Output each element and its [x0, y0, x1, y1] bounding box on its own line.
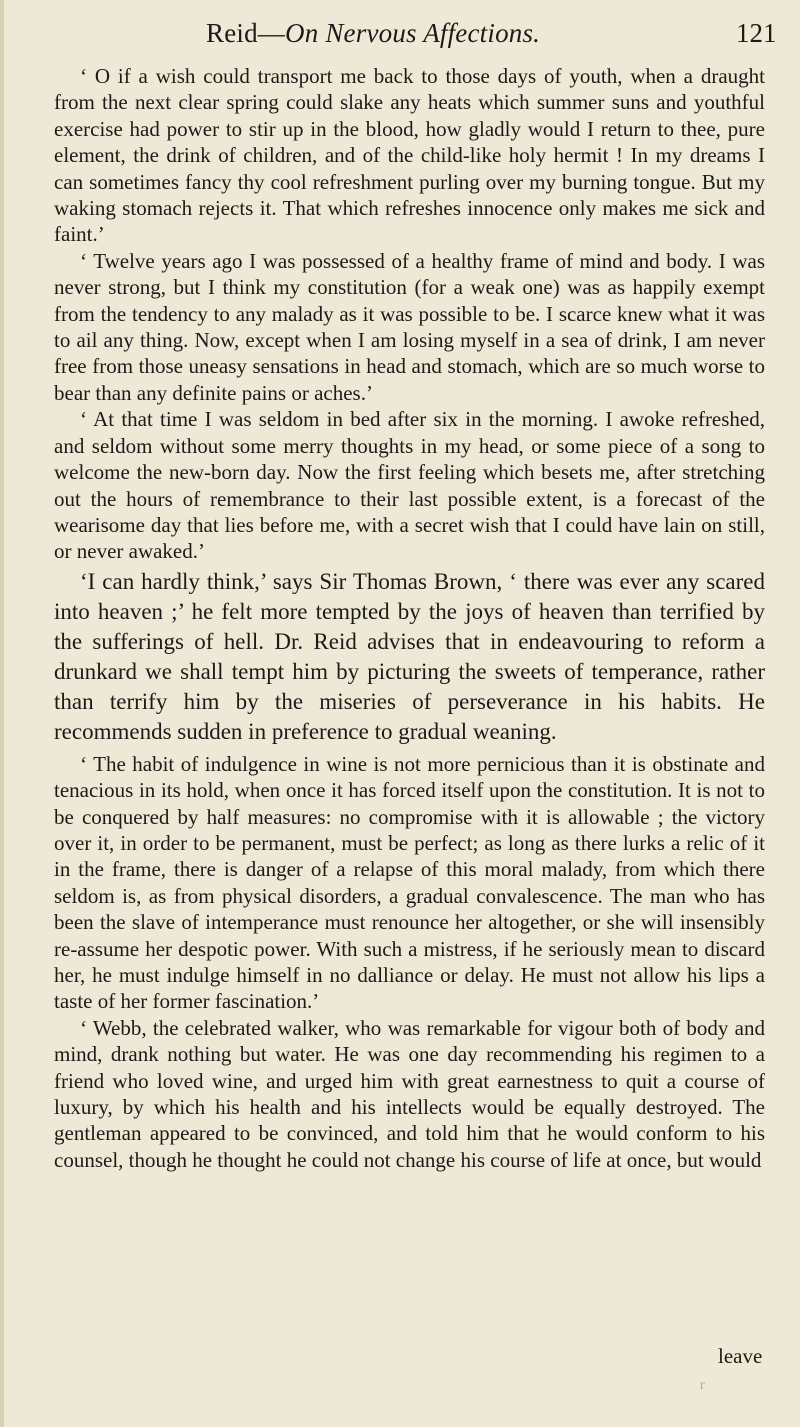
- catchword: leave: [718, 1344, 763, 1368]
- paragraph-habit-indulgence: ‘ The habit of indulgence in wine is not more pernicious than it is obstinate and tenacious in its hold, when once it has forced itself upon the constitution. It is not to be conquered by half measures: no compromise with it is allowable ; the victory over it, in order to be permanent, must be perfect; as long as there lurks a relic of it in the frame, there is danger of a relapse of this moral malady, from which there seldom is, as from physical disorders, a gradual convalescence. The man who has been the slave of intemperance must renounce her altogether, or she will insensibly re-assume her despotic power. With such a mistress, if he seriously mean to discard her, he must indulge himself in no dalliance or delay. He must not allow his lips a taste of her former fascination.’: [54, 751, 765, 1014]
- paragraph-twelve-years: ‘ Twelve years ago I was possessed of a healthy frame of mind and body. I was never strong, but I think my constitution (for a weak one) was as happily exempt from the tendency to any malady as it was possible to be. I scarce knew what it was to ail any thing. Now, except when I am losing myself in a sea of drink, I am never free from those uneasy sensations in head and stomach, which are so much worse to bear than any definite pains or aches.’: [54, 248, 765, 405]
- body-text: [54, 63, 765, 1173]
- stray-ink-mark: r: [700, 1378, 705, 1393]
- paragraph-at-that-time: ‘ At that time I was seldom in bed after six in the morning. I awoke refreshed, and seldom without some merry thoughts in my head, or some piece of a song to welcome the new-born day. Now the first feeling which besets me, after stretching out the hours of remembrance to their last possible extent, is a forecast of the wearisome day that lies before me, with a secret wish that I could have lain on still, or never awaked.’: [54, 407, 765, 564]
- running-head: [206, 18, 540, 49]
- page-number: 121: [736, 18, 777, 48]
- running-header: [0, 14, 800, 54]
- paragraph-webb-walker: ‘ Webb, the celebrated walker, who was remarkable for vigour both of body and mind, drank nothing but water. He was one day recommending his regimen to a friend who loved wine, and urged him with great earnestness to quit a course of luxury, by which his health and his intellects would be equally destroyed. The gentleman appeared to be convinced, and told him that he would conform to his counsel, though he thought he could not change his course of life at once, but would: [54, 1015, 765, 1172]
- paragraph-thomas-brown: ‘I can hardly think,’ says Sir Thomas Brown, ‘ there was ever any scared into heaven ;’ he felt more tempted by the joys of heaven than terrified by the sufferings of hell. Dr. Reid advises that in endeavouring to reform a drunkard we shall tempt him by picturing the sweets of temperance, rather than terrify him by the miseries of perseverance in his habits. He recommends sudden in preference to gradual weaning.: [54, 568, 765, 744]
- paragraph-wish-transport: ‘ O if a wish could transport me back to those days of youth, when a draught from the next clear spring could slake any heats which summer suns and youthful exercise had power to stir up in the blood, how gladly would I return to thee, pure element, the drink of children, and of the child-like holy hermit ! In my dreams I can sometimes fancy thy cool refreshment purling over my burning tongue. But my waking stomach rejects it. That which refreshes innocence only makes me sick and faint.’: [54, 64, 765, 247]
- running-head-author: Reid—: [206, 18, 285, 48]
- running-head-title: On Nervous Affections.: [285, 18, 541, 48]
- page-edge: [0, 0, 4, 1427]
